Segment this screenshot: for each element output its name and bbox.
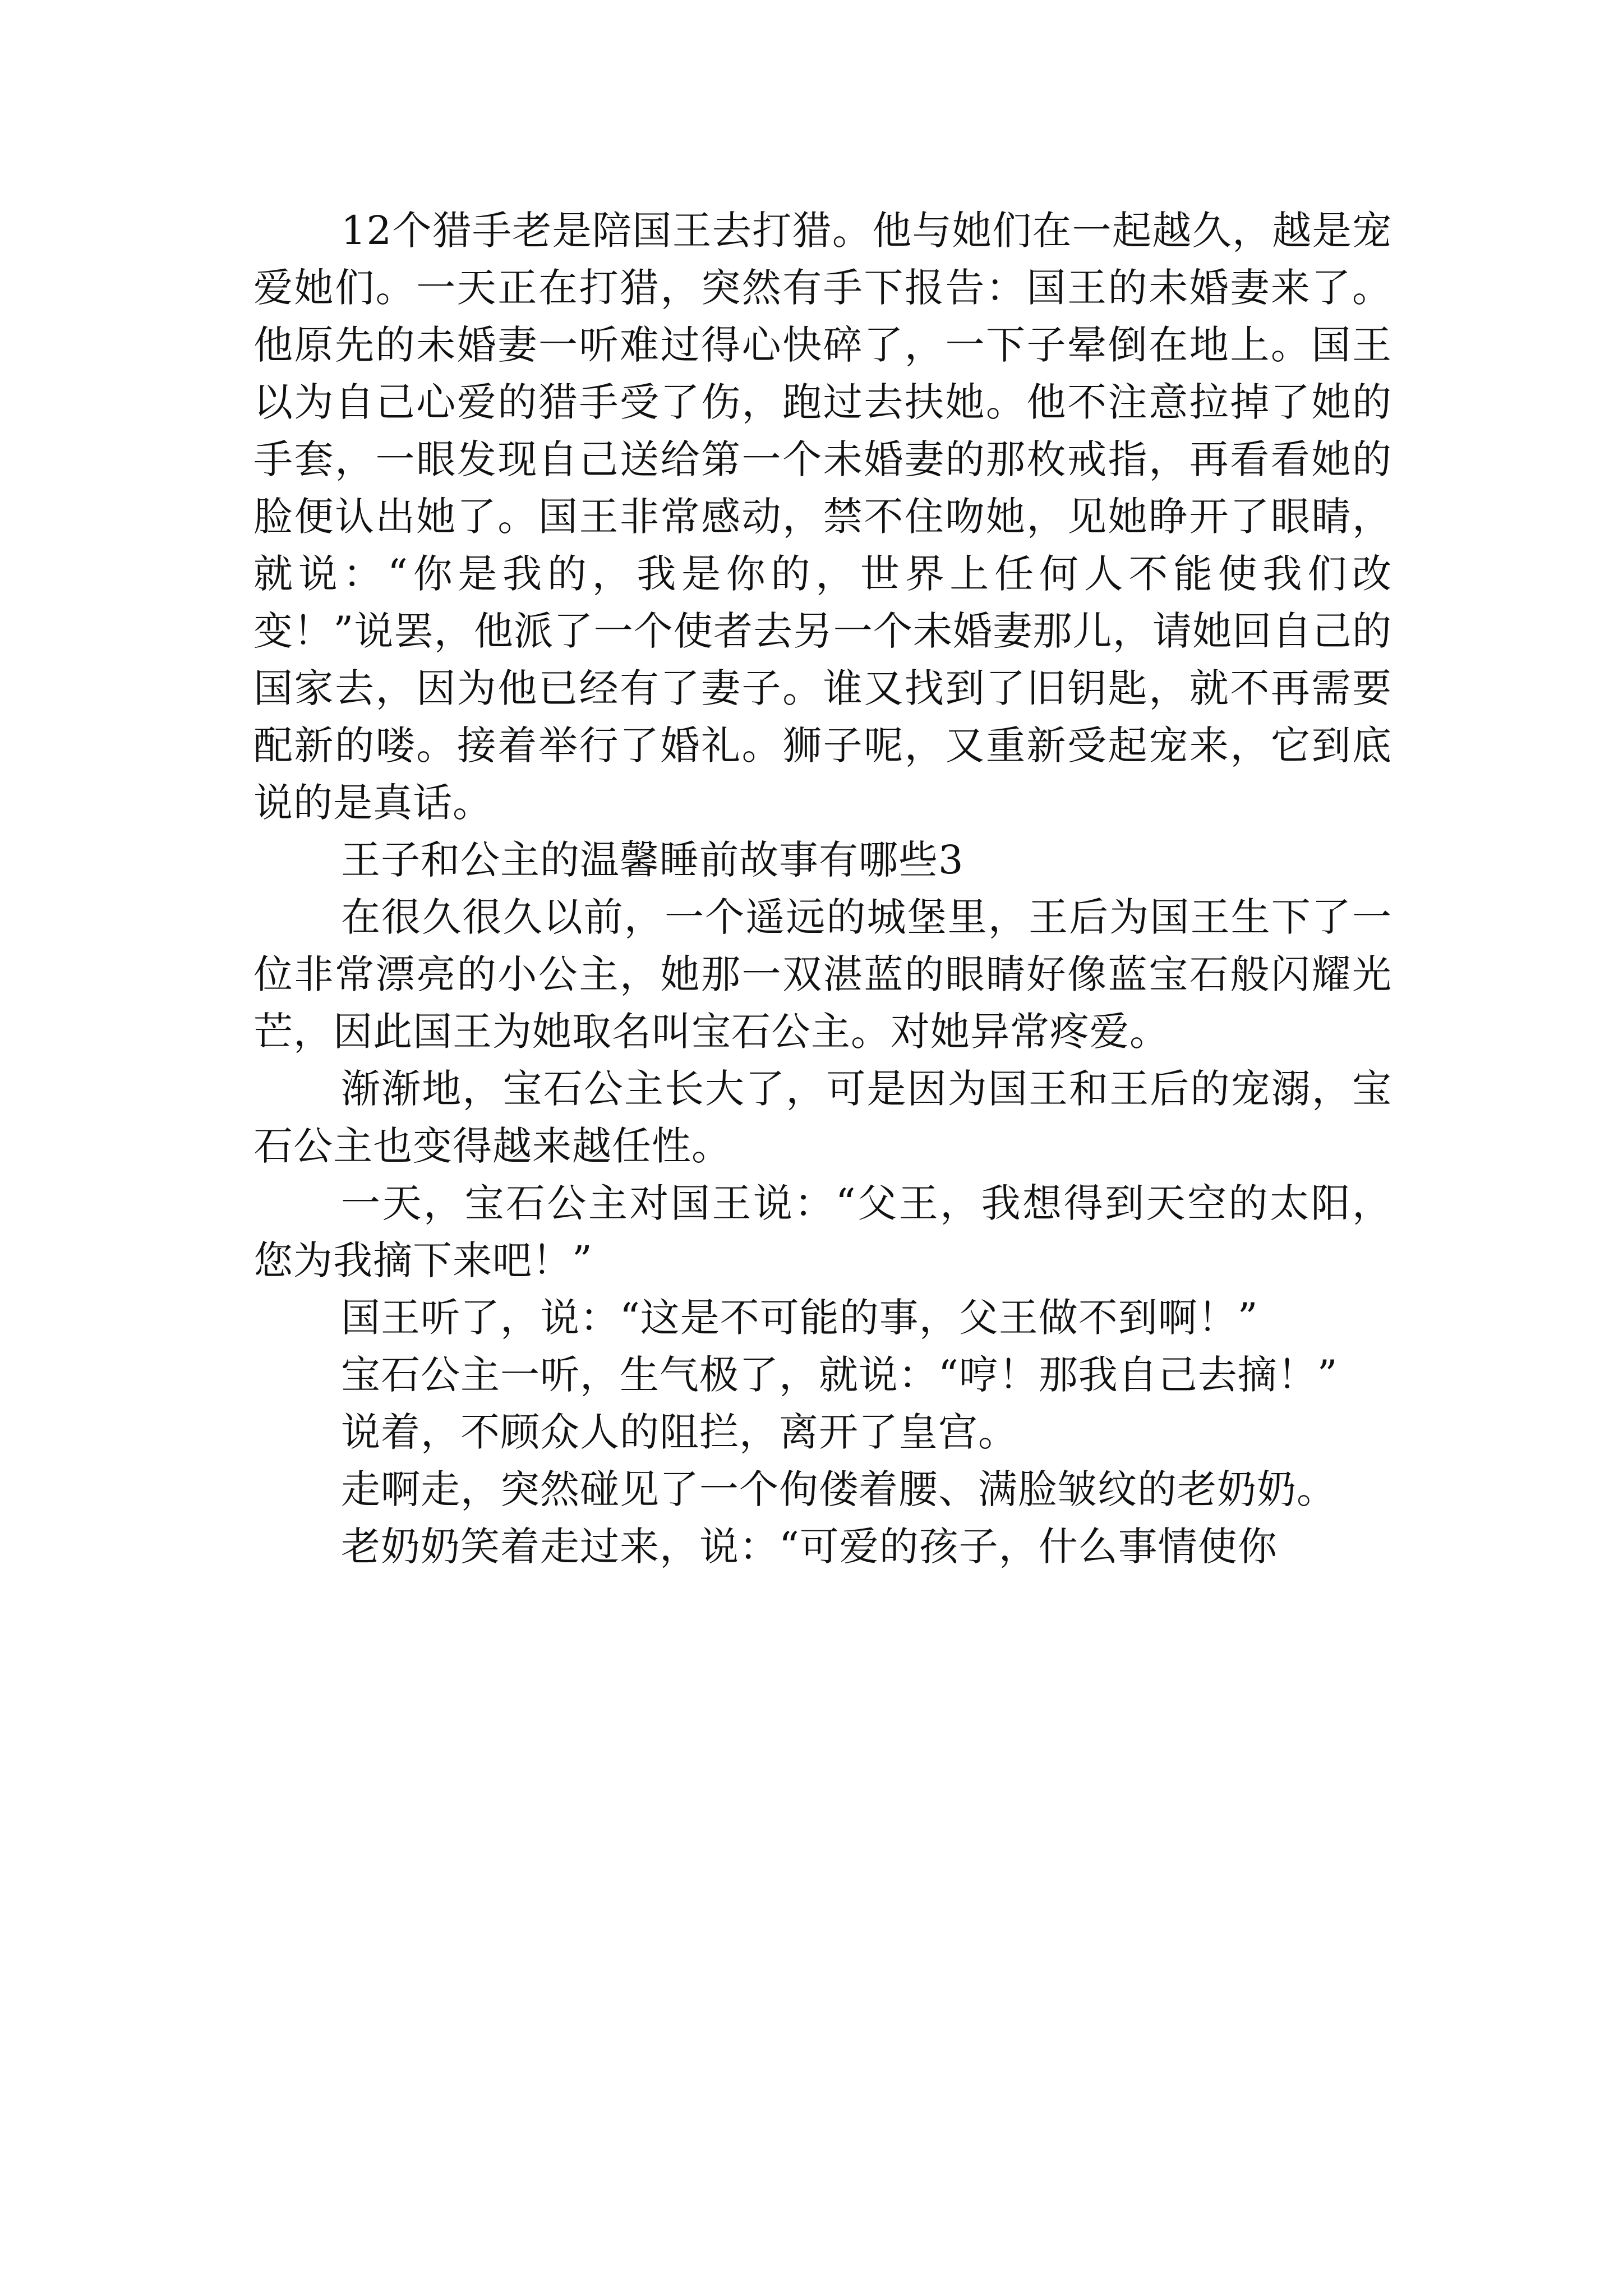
- paragraph-leaving-palace: 说着，不顾众人的阻拦，离开了皇宫。: [341, 1409, 1018, 1455]
- document-body: [253, 202, 1392, 1575]
- paragraph-meet-old-woman: 走啊走，突然碰见了一个佝偻着腰、满脸皱纹的老奶奶。: [341, 1466, 1336, 1512]
- paragraph-princess-angry: 宝石公主一听，生气极了，就说：“哼！那我自己去摘！”: [341, 1352, 1338, 1398]
- paragraph-king-reply: 国王听了，说：“这是不可能的事，父王做不到啊！”: [341, 1295, 1258, 1341]
- paragraph-old-woman-speaks: 老奶奶笑着走过来，说：“可爱的孩子，什么事情使你: [341, 1524, 1278, 1570]
- story-heading: 王子和公主的温馨睡前故事有哪些3: [341, 837, 964, 883]
- paragraph-princess-spoiled: 渐渐地，宝石公主长大了，可是因为国王和王后的宠溺，宝石公主也变得越来越任性。: [253, 1066, 1392, 1169]
- paragraph-hunters-wedding: 12个猎手老是陪国王去打猎。他与她们在一起越久，越是宠爱她们。一天正在打猎，突然有手下报告：国王的未婚妻来了。他原先的未婚妻一听难过得心快碎了，一下子晕倒在地上。国王以为自己心爱的猎手受了伤，跑过去扶她。他不注意拉掉了她的手套，一眼发现自己送给第一个未婚妻的那枚戒指，再看看她的脸便认出她了。国王非常感动，禁不住吻她，见她睁开了眼睛，就说：“你是我的，我是你的，世界上任何人不能使我们改变！”说罢，他派了一个使者去另一个未婚妻那儿，请她回自己的国家去，因为他已经有了妻子。谁又找到了旧钥匙，就不再需要配新的喽。接着举行了婚礼。狮子呢，又重新受起宠来，它到底说的是真话。: [253, 208, 1392, 826]
- paragraph-princess-birth: 在很久很久以前，一个遥远的城堡里，王后为国王生下了一位非常漂亮的小公主，她那一双湛蓝的眼睛好像蓝宝石般闪耀光芒，因此国王为她取名叫宝石公主。对她异常疼爱。: [253, 894, 1392, 1055]
- paragraph-princess-request: 一天，宝石公主对国王说：“父王，我想得到天空的太阳，您为我摘下来吧！”: [253, 1180, 1392, 1283]
